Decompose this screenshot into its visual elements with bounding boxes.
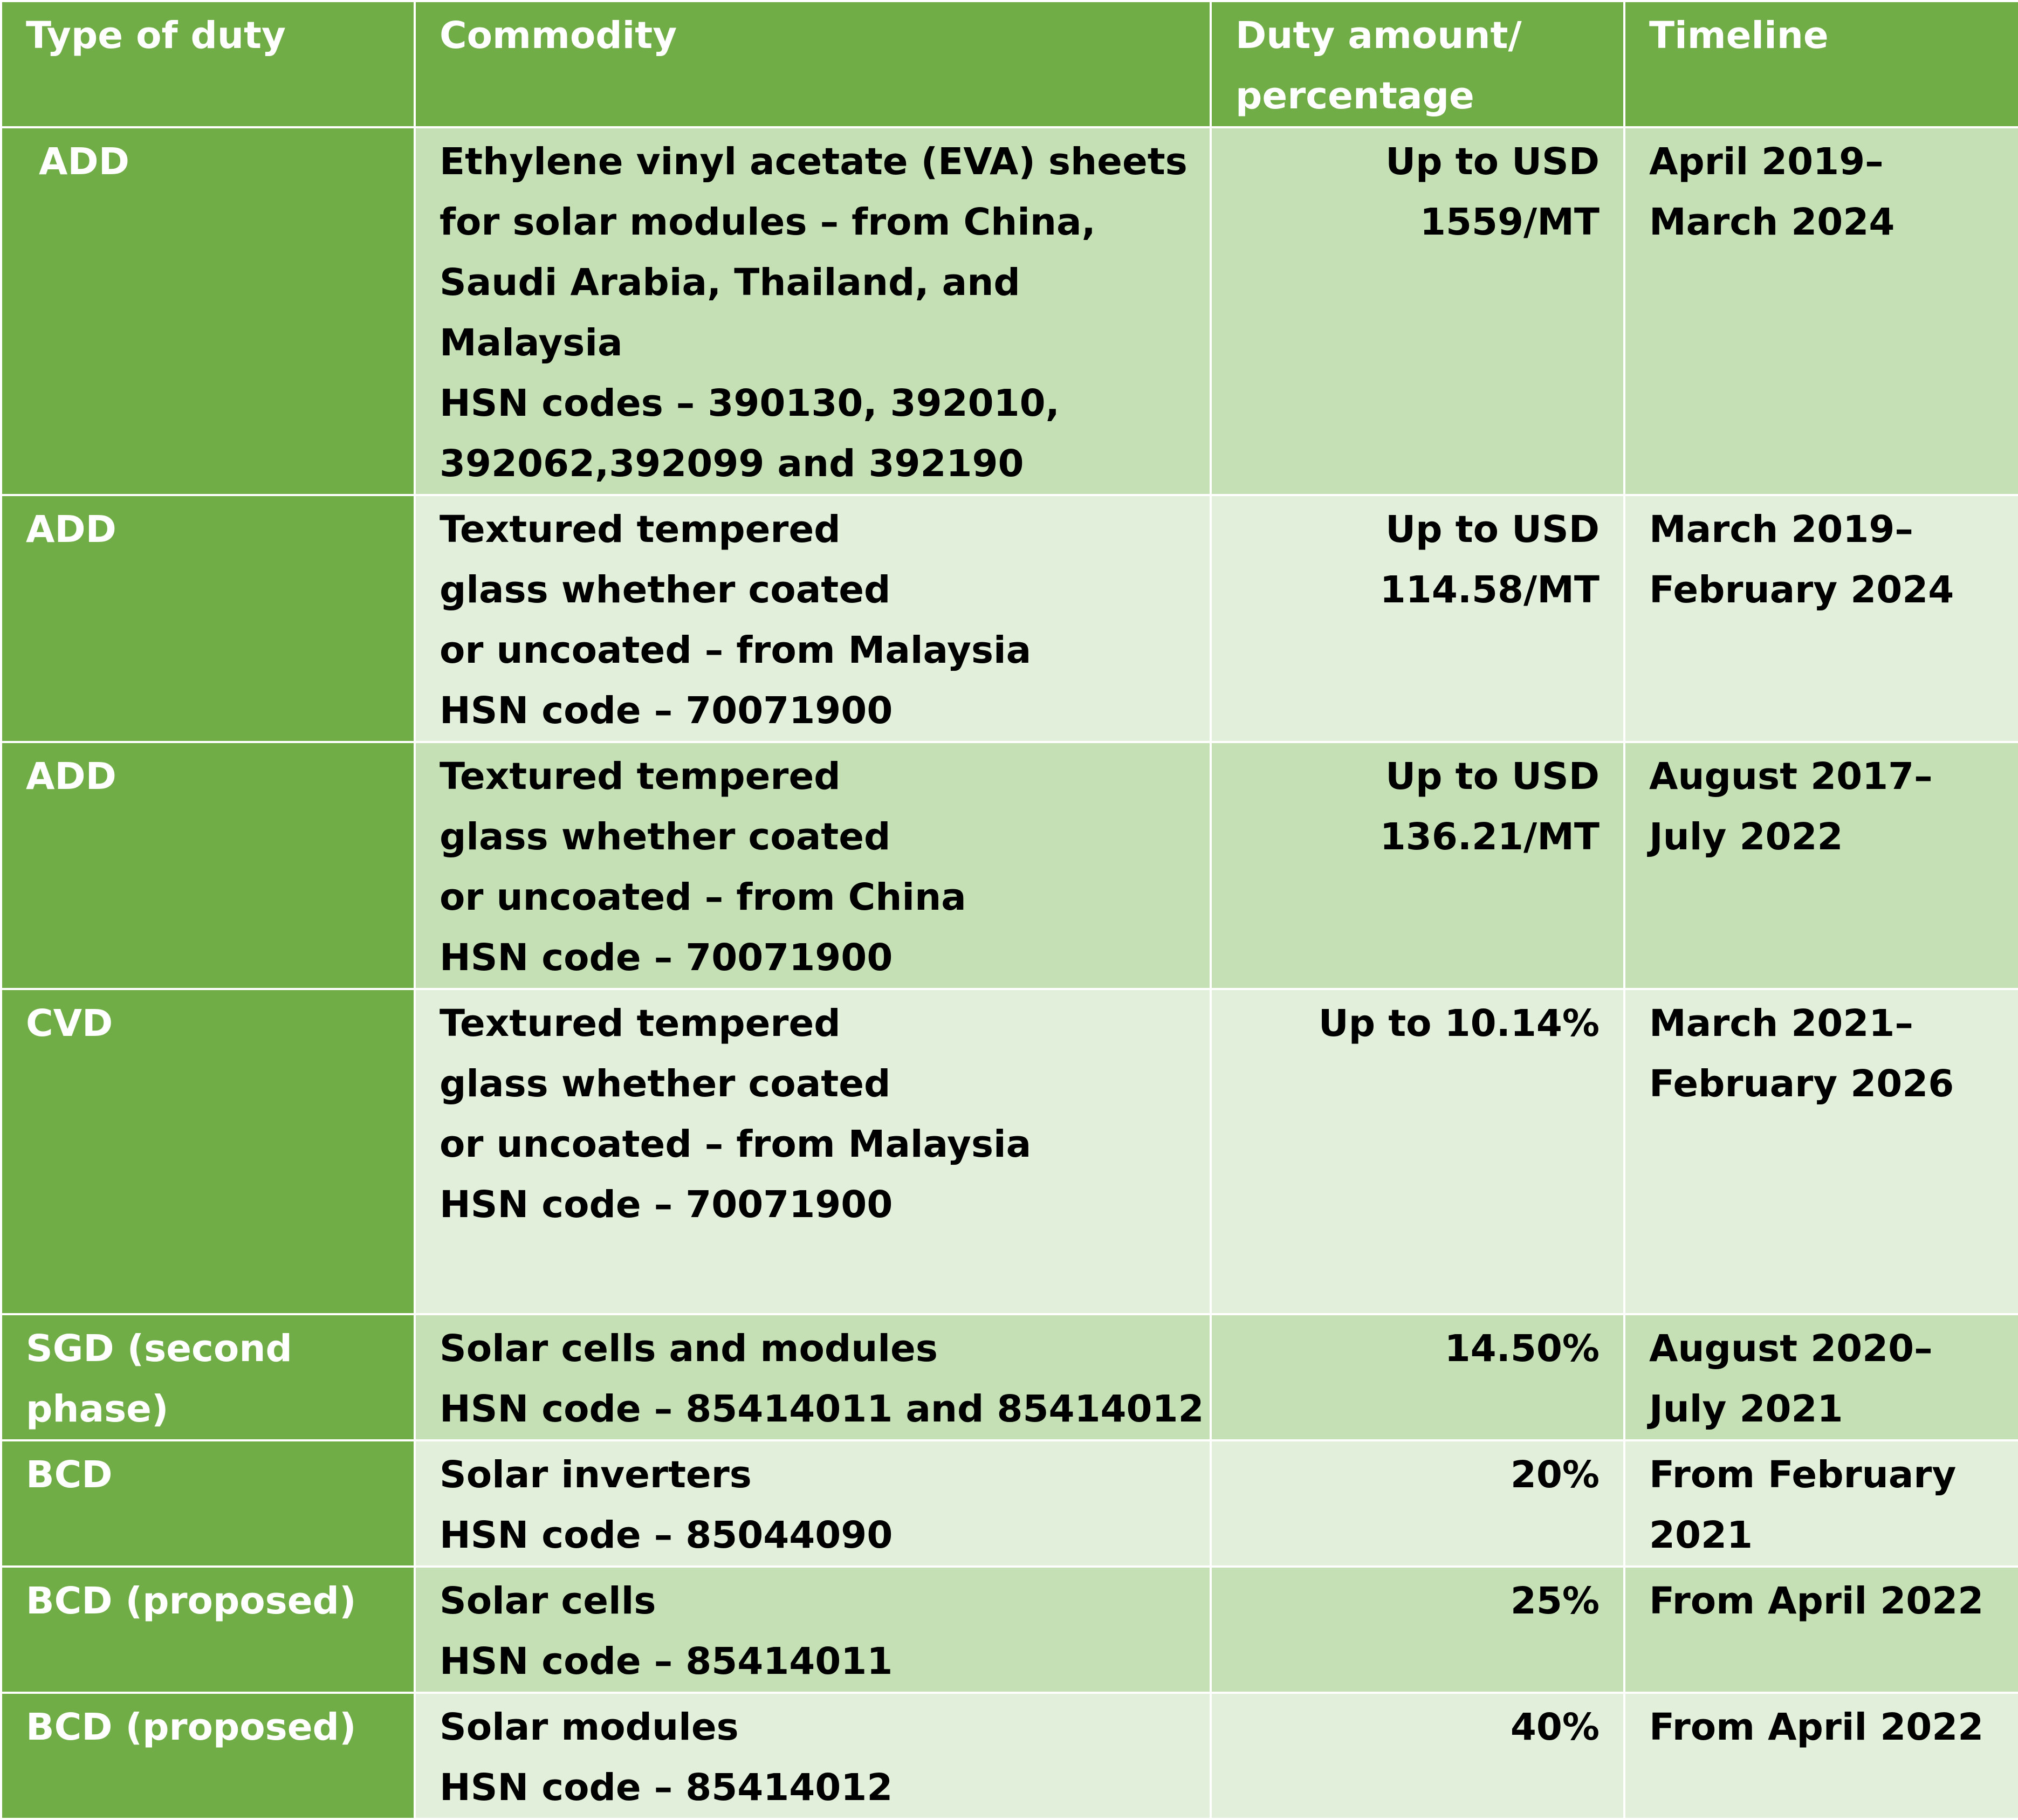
header-type-line: Type of duty	[26, 14, 286, 57]
timeline-line: March 2019–	[1649, 508, 1913, 551]
timeline-cell	[1624, 1693, 2018, 1819]
header-type	[1, 1, 415, 127]
type-line: ADD	[26, 755, 116, 798]
commodity-line: Malaysia	[440, 321, 623, 365]
commodity-line: Textured tempered	[440, 755, 841, 798]
timeline-line: From February	[1649, 1453, 1957, 1496]
timeline-cell	[1624, 742, 2018, 989]
header-row	[1, 1, 2018, 127]
commodity-cell	[415, 1314, 1211, 1440]
timeline-line: March 2024	[1649, 201, 1895, 244]
amount-cell	[1211, 1314, 1624, 1440]
amount-cell	[1211, 495, 1624, 742]
timeline-cell	[1624, 127, 2018, 495]
commodity-line: HSN codes – 390130, 392010,	[440, 382, 1060, 425]
table-row	[1, 1440, 2018, 1567]
commodity-cell	[415, 742, 1211, 989]
header-amount-line: Duty amount/	[1235, 14, 1522, 57]
commodity-cell	[415, 127, 1211, 495]
commodity-line: HSN code – 70071900	[440, 689, 893, 732]
commodity-line: 392062,392099 and 392190	[440, 442, 1024, 485]
commodity-cell	[415, 1440, 1211, 1567]
header-timeline	[1624, 1, 2018, 127]
timeline-line: March 2021–	[1649, 1002, 1913, 1045]
timeline-line: July 2021	[1649, 1388, 1843, 1431]
commodity-line: Solar modules	[440, 1706, 739, 1749]
amount-line: 40%	[1510, 1706, 1600, 1749]
type-line: phase)	[26, 1388, 169, 1431]
table-row	[1, 495, 2018, 742]
amount-cell	[1211, 1693, 1624, 1819]
header-amount-line: percentage	[1235, 74, 1474, 118]
commodity-line: Textured tempered	[440, 508, 841, 551]
amount-line: 1559/MT	[1420, 201, 1600, 244]
header-amount	[1211, 1, 1624, 127]
timeline-cell	[1624, 1314, 2018, 1440]
timeline-cell	[1624, 989, 2018, 1314]
commodity-line: Solar cells	[440, 1579, 656, 1623]
commodity-line: HSN code – 85414011 and 85414012	[440, 1388, 1204, 1431]
commodity-line: HSN code – 85414011	[440, 1640, 893, 1683]
commodity-line: Ethylene vinyl acetate (EVA) sheets	[440, 140, 1188, 183]
timeline-line: 2021	[1649, 1514, 1753, 1557]
amount-line: 20%	[1510, 1453, 1600, 1496]
commodity-line: HSN code – 85044090	[440, 1514, 893, 1557]
amount-cell	[1211, 742, 1624, 989]
type-cell	[1, 989, 415, 1314]
timeline-line: February 2026	[1649, 1062, 1954, 1105]
type-cell	[1, 127, 415, 495]
header-timeline-line: Timeline	[1649, 14, 1829, 57]
timeline-line: From April 2022	[1649, 1706, 1984, 1749]
table-row	[1, 989, 2018, 1314]
commodity-line: glass whether coated	[440, 815, 891, 859]
table-row	[1, 1693, 2018, 1819]
timeline-line: August 2017–	[1649, 755, 1933, 798]
amount-cell	[1211, 989, 1624, 1314]
type-cell	[1, 495, 415, 742]
amount-line: Up to USD	[1385, 755, 1600, 798]
amount-cell	[1211, 1440, 1624, 1567]
type-line: SGD (second	[26, 1327, 292, 1370]
table-row	[1, 127, 2018, 495]
timeline-line: April 2019–	[1649, 140, 1884, 183]
commodity-line: or uncoated – from Malaysia	[440, 1123, 1032, 1166]
amount-cell	[1211, 127, 1624, 495]
commodity-line: HSN code – 70071900	[440, 936, 893, 979]
commodity-line: or uncoated – from Malaysia	[440, 629, 1032, 672]
timeline-line: July 2022	[1649, 815, 1843, 859]
type-cell	[1, 1693, 415, 1819]
type-line: ADD	[26, 508, 116, 551]
timeline-cell	[1624, 1567, 2018, 1693]
amount-line: 136.21/MT	[1379, 815, 1600, 859]
type-cell	[1, 1440, 415, 1567]
timeline-line: August 2020–	[1649, 1327, 1933, 1370]
commodity-line: glass whether coated	[440, 568, 891, 612]
commodity-line: Solar inverters	[440, 1453, 752, 1496]
amount-cell	[1211, 1567, 1624, 1693]
commodity-cell	[415, 989, 1211, 1314]
timeline-cell	[1624, 495, 2018, 742]
table-row	[1, 1567, 2018, 1693]
commodity-line: or uncoated – from China	[440, 876, 966, 919]
timeline-line: February 2024	[1649, 568, 1954, 612]
commodity-line: glass whether coated	[440, 1062, 891, 1105]
type-line: BCD (proposed)	[26, 1579, 356, 1623]
commodity-line: for solar modules – from China,	[440, 201, 1096, 244]
table-row	[1, 742, 2018, 989]
header-commodity	[415, 1, 1211, 127]
type-line: BCD (proposed)	[26, 1706, 356, 1749]
table-row	[1, 1314, 2018, 1440]
type-cell	[1, 1567, 415, 1693]
header-commodity-line: Commodity	[440, 14, 677, 57]
amount-line: 114.58/MT	[1379, 568, 1600, 612]
type-line: CVD	[26, 1002, 113, 1045]
commodity-line: Saudi Arabia, Thailand, and	[440, 261, 1020, 304]
type-line: ADD	[26, 140, 129, 183]
amount-line: Up to USD	[1385, 508, 1600, 551]
commodity-cell	[415, 1567, 1211, 1693]
commodity-cell	[415, 495, 1211, 742]
amount-line: 25%	[1510, 1579, 1600, 1623]
type-line: BCD	[26, 1453, 113, 1496]
amount-line: Up to USD	[1385, 140, 1600, 183]
type-cell	[1, 1314, 415, 1440]
timeline-cell	[1624, 1440, 2018, 1567]
commodity-line: Solar cells and modules	[440, 1327, 938, 1370]
amount-line: Up to 10.14%	[1318, 1002, 1600, 1045]
type-cell	[1, 742, 415, 989]
amount-line: 14.50%	[1444, 1327, 1600, 1370]
commodity-line: HSN code – 85414012	[440, 1766, 893, 1809]
commodity-cell	[415, 1693, 1211, 1819]
commodity-line: HSN code – 70071900	[440, 1183, 893, 1226]
timeline-line: From April 2022	[1649, 1579, 1984, 1623]
commodity-line: Textured tempered	[440, 1002, 841, 1045]
